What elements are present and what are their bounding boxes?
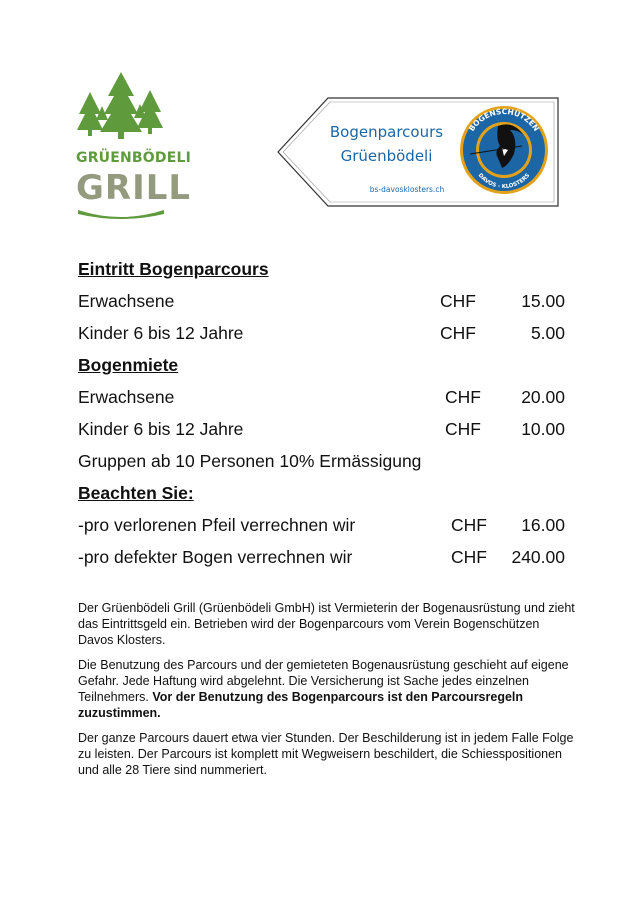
price-amount: 20.00 [521,387,565,407]
price-label: Erwachsene [78,291,175,311]
price-label: -pro verlorenen Pfeil verrechnen wir [78,515,356,535]
price-currency: CHF [440,291,476,311]
price-amount: 10.00 [521,419,565,439]
badge-bottom-text: DAVOS - KLOSTERS [476,172,532,191]
price-label: Kinder 6 bis 12 Jahre [78,323,244,343]
rental-heading: Bogenmiete [78,355,179,375]
price-currency: CHF [445,387,481,407]
parcours-sign [262,96,562,208]
price-currency: CHF [451,547,487,567]
price-currency: CHF [440,323,476,343]
note-liability-text: Die Benutzung des Parcours und der gemieteten Bogenausrüstung geschieht auf eigene Gefahr. Jede Haftung wird abgelehnt. Die Versicherung ist Sache jedes einzelnen Teilnehmers. [78,658,569,704]
price-row [78,317,568,349]
badge-text [262,96,562,208]
price-currency: CHF [445,419,481,439]
trees-icon [76,70,166,150]
sign-title-line2: Grüenbödeli [340,147,433,165]
price-amount: 16.00 [521,515,565,535]
price-amount: 5.00 [530,323,565,343]
logo-bottom-text: GRILL [76,168,192,208]
price-row [78,285,568,317]
sign-url: bs-davosklosters.ch [369,185,445,194]
note-liability [78,657,578,721]
logo-swoosh [76,208,166,222]
note-duration: Der ganze Parcours dauert etwa vier Stunden. Der Beschilderung ist in jedem Falle Folge zu leisten. Der Parcours ist komplett mit Wegweisern beschildert, die Schiesspositionen und alle 28 Tiere sind nummeriert. [78,731,574,777]
price-currency: CHF [451,515,487,535]
notice-heading: Beachten Sie: [78,483,194,503]
price-label: Kinder 6 bis 12 Jahre [78,419,244,439]
badge-top-text: BOGENSCHÜTZEN [467,106,541,133]
price-label: Erwachsene [78,387,175,407]
entry-heading: Eintritt Bogenparcours [78,259,269,279]
grill-logo [76,70,192,220]
note-operator: Der Grüenbödeli Grill (Grüenbödeli GmbH) ist Vermieterin der Bogenausrüstung und zieht das Eintrittsgeld ein. Betrieben wird der Bogenparcours vom Verein Bogenschützen Davos Klosters. [78,601,575,647]
note-rules-bold: Vor der Benutzung des Bogenparcours ist den Parcoursregeln zuzustimmen. [78,690,524,720]
logo-top-text: GRÜENBÖDELI [76,150,192,166]
price-row [78,381,568,413]
sign-title-line1: Bogenparcours [329,123,444,141]
price-amount: 15.00 [521,291,565,311]
price-list [78,253,568,573]
group-discount-text: Gruppen ab 10 Personen 10% Ermässigung [78,451,422,471]
price-row [78,413,568,445]
price-label: -pro defekter Bogen verrechnen wir [78,547,353,567]
group-discount [78,445,568,477]
notes [78,600,578,787]
price-amount: 240.00 [511,547,565,567]
price-row [78,509,568,541]
price-row [78,541,568,573]
